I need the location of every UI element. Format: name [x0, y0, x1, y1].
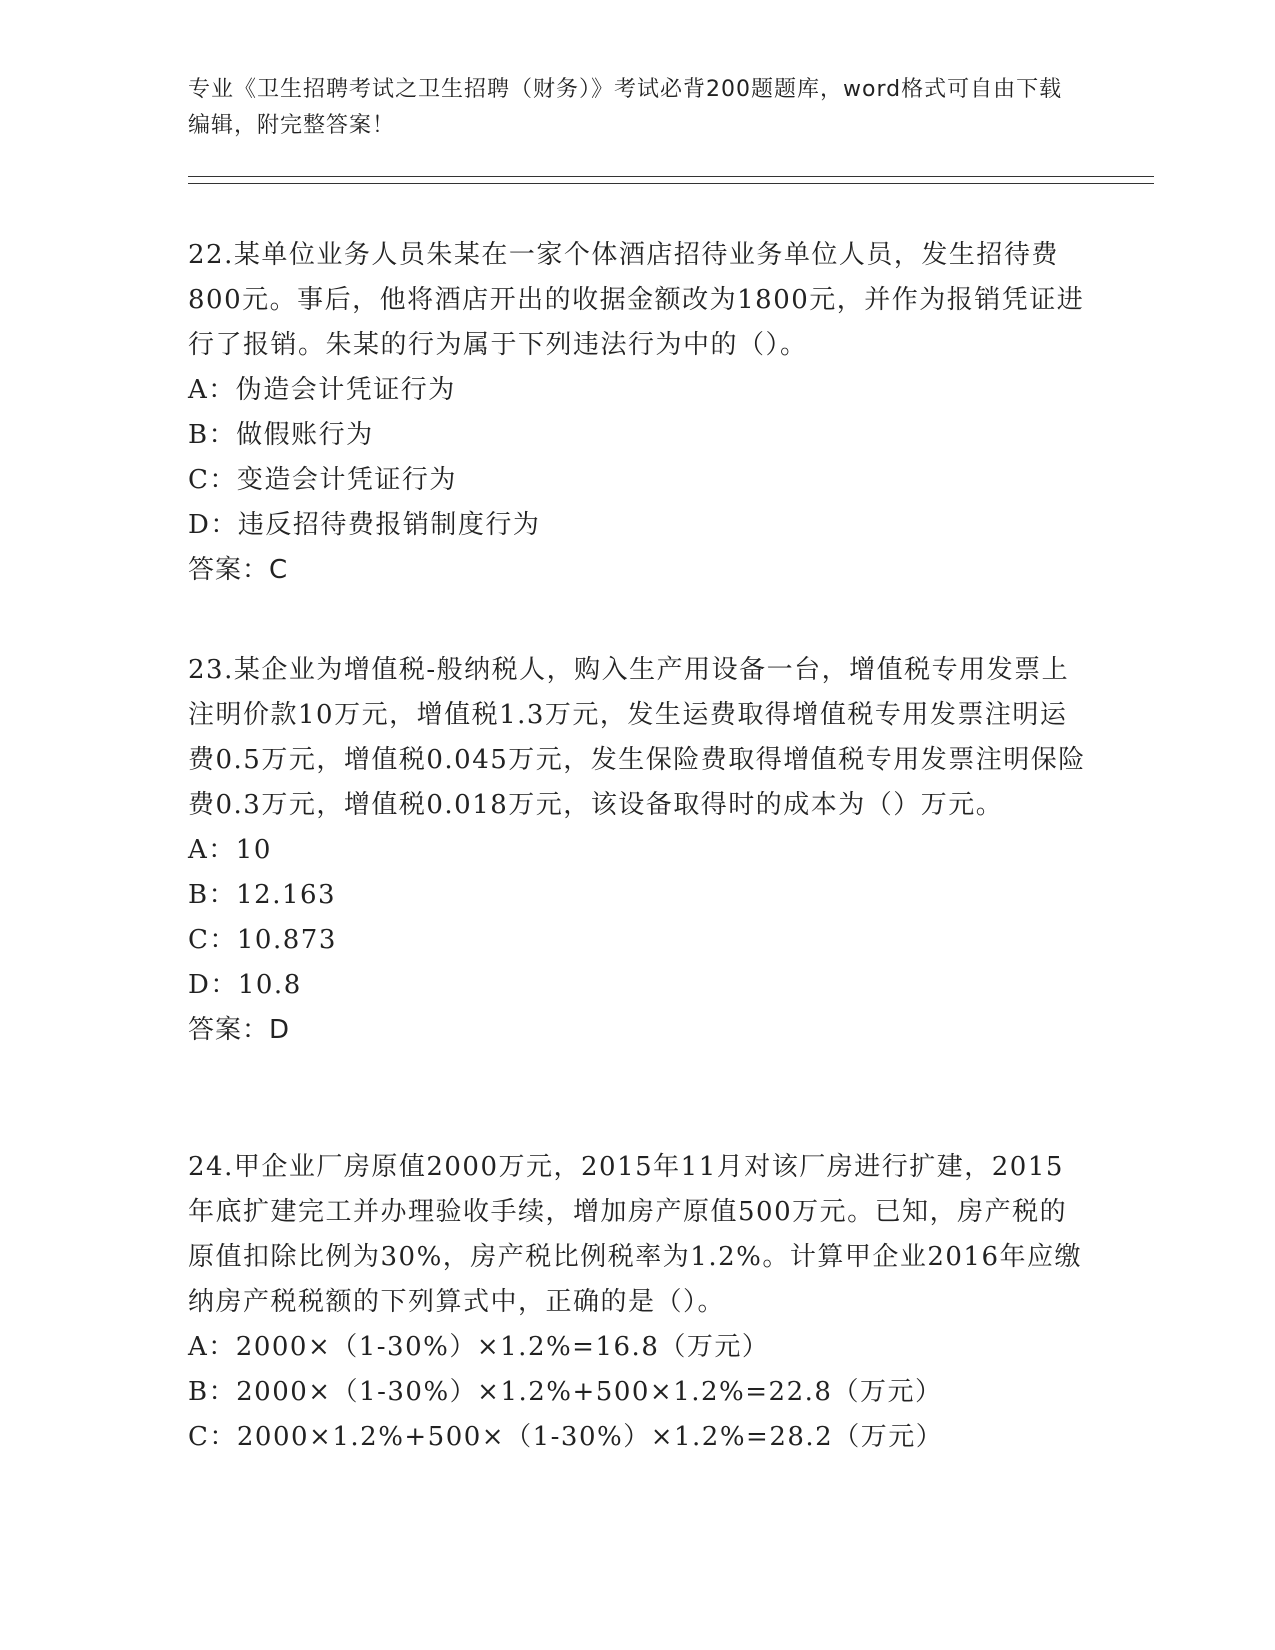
question-22	[188, 233, 1088, 593]
question-24	[188, 1145, 1088, 1460]
option-a: A：2000×（1-30%）×1.2%=16.8（万元）	[188, 1332, 770, 1362]
option-a: A：伪造会计凭证行为	[188, 375, 456, 405]
option-a: A：10	[188, 835, 272, 865]
question-stem: 24.甲企业厂房原值2000万元，2015年11月对该厂房进行扩建，2015年底扩建完工并办理验收手续，增加房产原值500万元。已知，房产税的原值扣除比例为30%，房产税比例税率为1.2%。计算甲企业2016年应缴纳房产税税额的下列算式中，正确的是（）。	[188, 1152, 1083, 1317]
option-c: C：变造会计凭证行为	[188, 465, 457, 495]
question-stem: 23.某企业为增值税-般纳税人，购入生产用设备一台，增值税专用发票上注明价款10万元，增值税1.3万元，发生运费取得增值税专用发票注明运费0.5万元，增值税0.045万元，发生保险费取得增值税专用发票注明保险费0.3万元，增值税0.018万元，该设备取得时的成本为（）万元。	[188, 655, 1086, 820]
document-header: 专业《卫生招聘考试之卫生招聘（财务）》考试必背200题题库，word格式可自由下载编辑，附完整答案！	[188, 77, 1063, 138]
header-divider-top	[188, 176, 1154, 177]
option-c: C：2000×1.2%+500×（1-30%）×1.2%=28.2（万元）	[188, 1422, 944, 1452]
option-c: C：10.873	[188, 925, 337, 955]
answer-line: 答案：C	[188, 555, 289, 585]
question-23	[188, 648, 1088, 1053]
option-d: D：违反招待费报销制度行为	[188, 510, 541, 540]
option-b: B：做假账行为	[188, 420, 374, 450]
answer-line: 答案：D	[188, 1015, 291, 1045]
option-d: D：10.8	[188, 970, 302, 1000]
question-stem: 22.某单位业务人员朱某在一家个体酒店招待业务单位人员，发生招待费800元。事后，他将酒店开出的收据金额改为1800元，并作为报销凭证进行了报销。朱某的行为属于下列违法行为中的（）。	[188, 240, 1085, 360]
option-b: B：2000×（1-30%）×1.2%+500×1.2%=22.8（万元）	[188, 1377, 943, 1407]
header-divider-bottom	[188, 183, 1154, 184]
option-b: B：12.163	[188, 880, 337, 910]
